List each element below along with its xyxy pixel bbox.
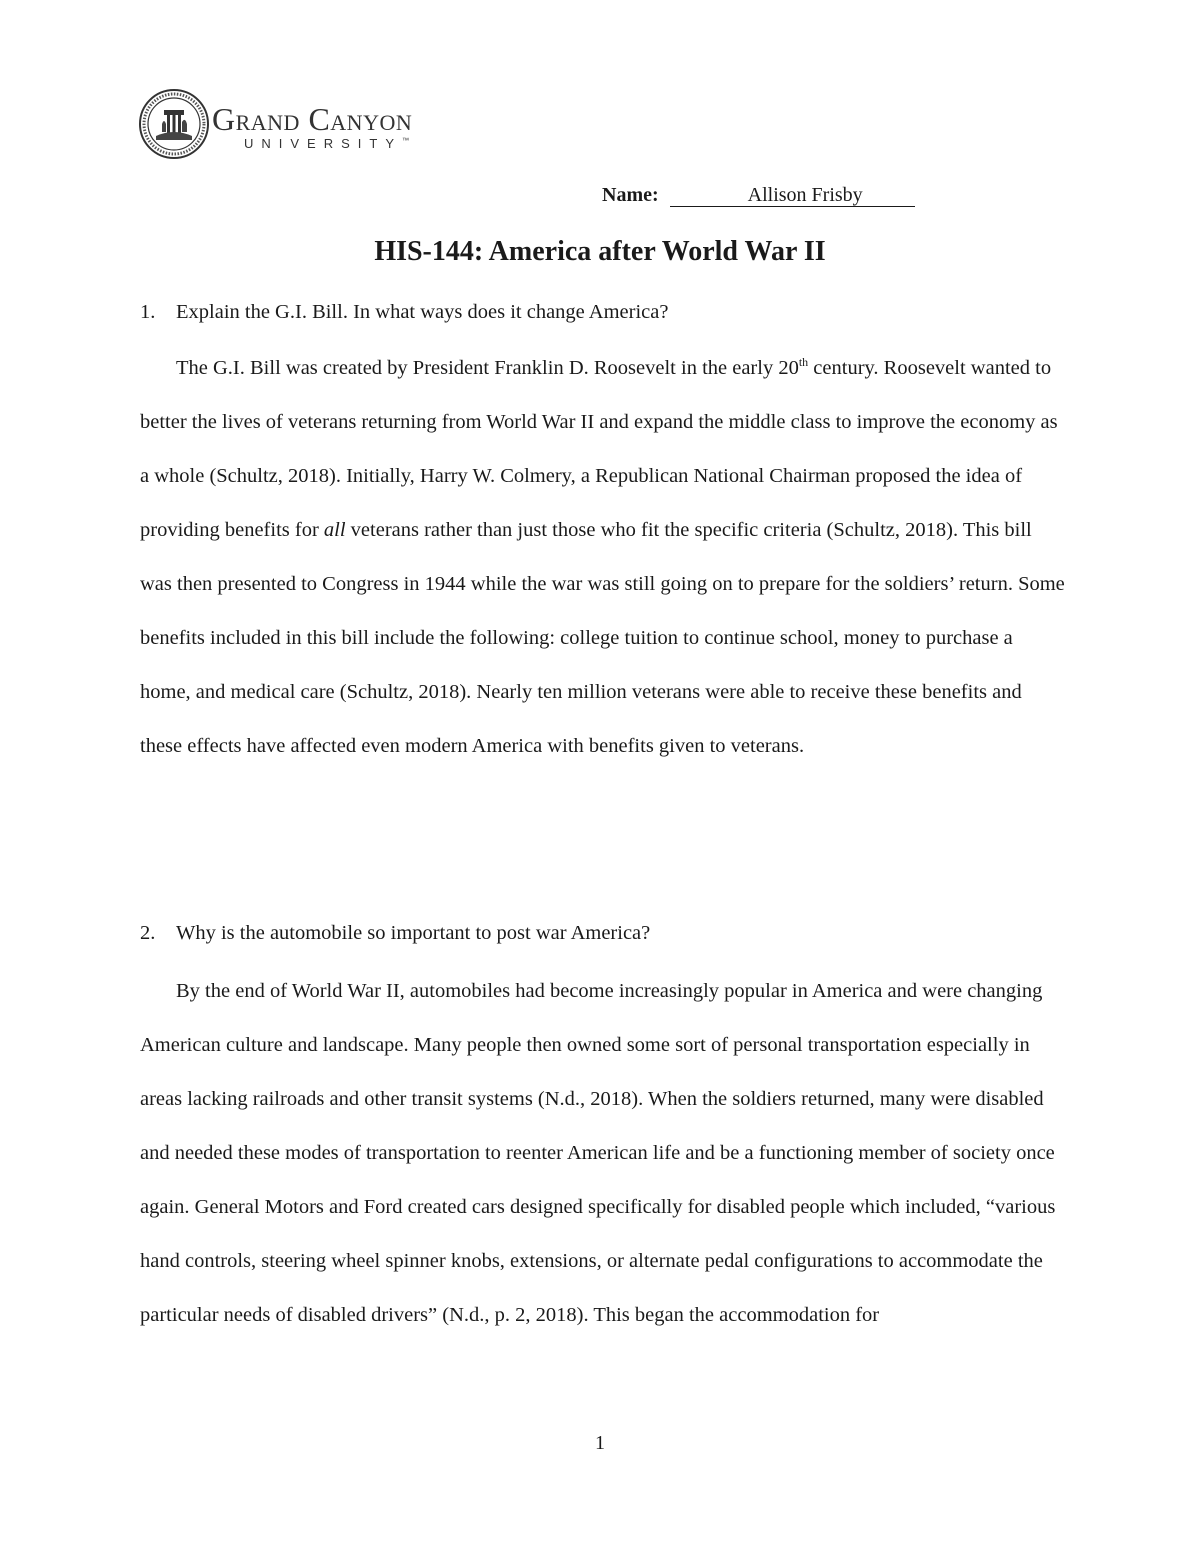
document-title: HIS-144: America after World War II (374, 236, 826, 267)
university-seal-icon (138, 88, 210, 160)
trademark-symbol: ™ (402, 137, 410, 145)
ordinal-suffix: th (798, 355, 809, 370)
question-2 (140, 922, 650, 945)
logo-university-name: Grand Canyon (212, 101, 413, 137)
answer-1-paragraph: The G.I. Bill was created by President Franklin D. Roosevelt in the early 20th century. Roosevelt wanted to better the lives of veterans returning from World War II and expand the middle class to improve the economy as a whole (Schultz, 2018). Initially, Harry W. Colmery, a Republican National Chairman proposed the idea of providing benefits for all veterans rather than just those who fit the specific criteria (Schultz, 2018). This bill was then presented to Congress in 1944 while the war was still going on to prepare for the soldiers’ return. Some benefits included in this bill include the following: college tuition to continue school, money to purchase a home, and medical care (Schultz, 2018). Nearly ten million veterans were able to receive these benefits and these effects have affected even modern America with benefits given to veterans. (140, 355, 1065, 757)
name-field-row (602, 184, 915, 207)
answer-2-paragraph: By the end of World War II, automobiles had become increasingly popular in America and were changing American culture and landscape. Many people then owned some sort of personal transportation especially in areas lacking railroads and other transit systems (N.d., 2018). When the soldiers returned, many were disabled and needed these modes of transportation to reenter American life and be a functioning member of society once again. General Motors and Ford created cars designed specifically for disabled people which included, “various hand controls, steering wheel spinner knobs, extensions, or alternate pedal configurations to accommodate the particular needs of disabled drivers” (N.d., p. 2, 2018). This began the accommodation for (140, 980, 1056, 1326)
question-number: 2. (140, 922, 156, 944)
emphasized-word: all (323, 519, 346, 541)
question-text: Why is the automobile so important to post war America? (176, 922, 651, 944)
university-logo (138, 88, 458, 160)
name-label: Name: (602, 184, 659, 206)
logo-university-word: UNIVERSITY™ (244, 136, 410, 151)
question-text: Explain the G.I. Bill. In what ways does it change America? (176, 301, 669, 323)
logo-wordmark (212, 101, 413, 151)
question-1 (140, 301, 668, 324)
student-name: Allison Frisby (670, 184, 915, 207)
page-number: 1 (595, 1432, 605, 1454)
question-number: 1. (140, 301, 156, 323)
